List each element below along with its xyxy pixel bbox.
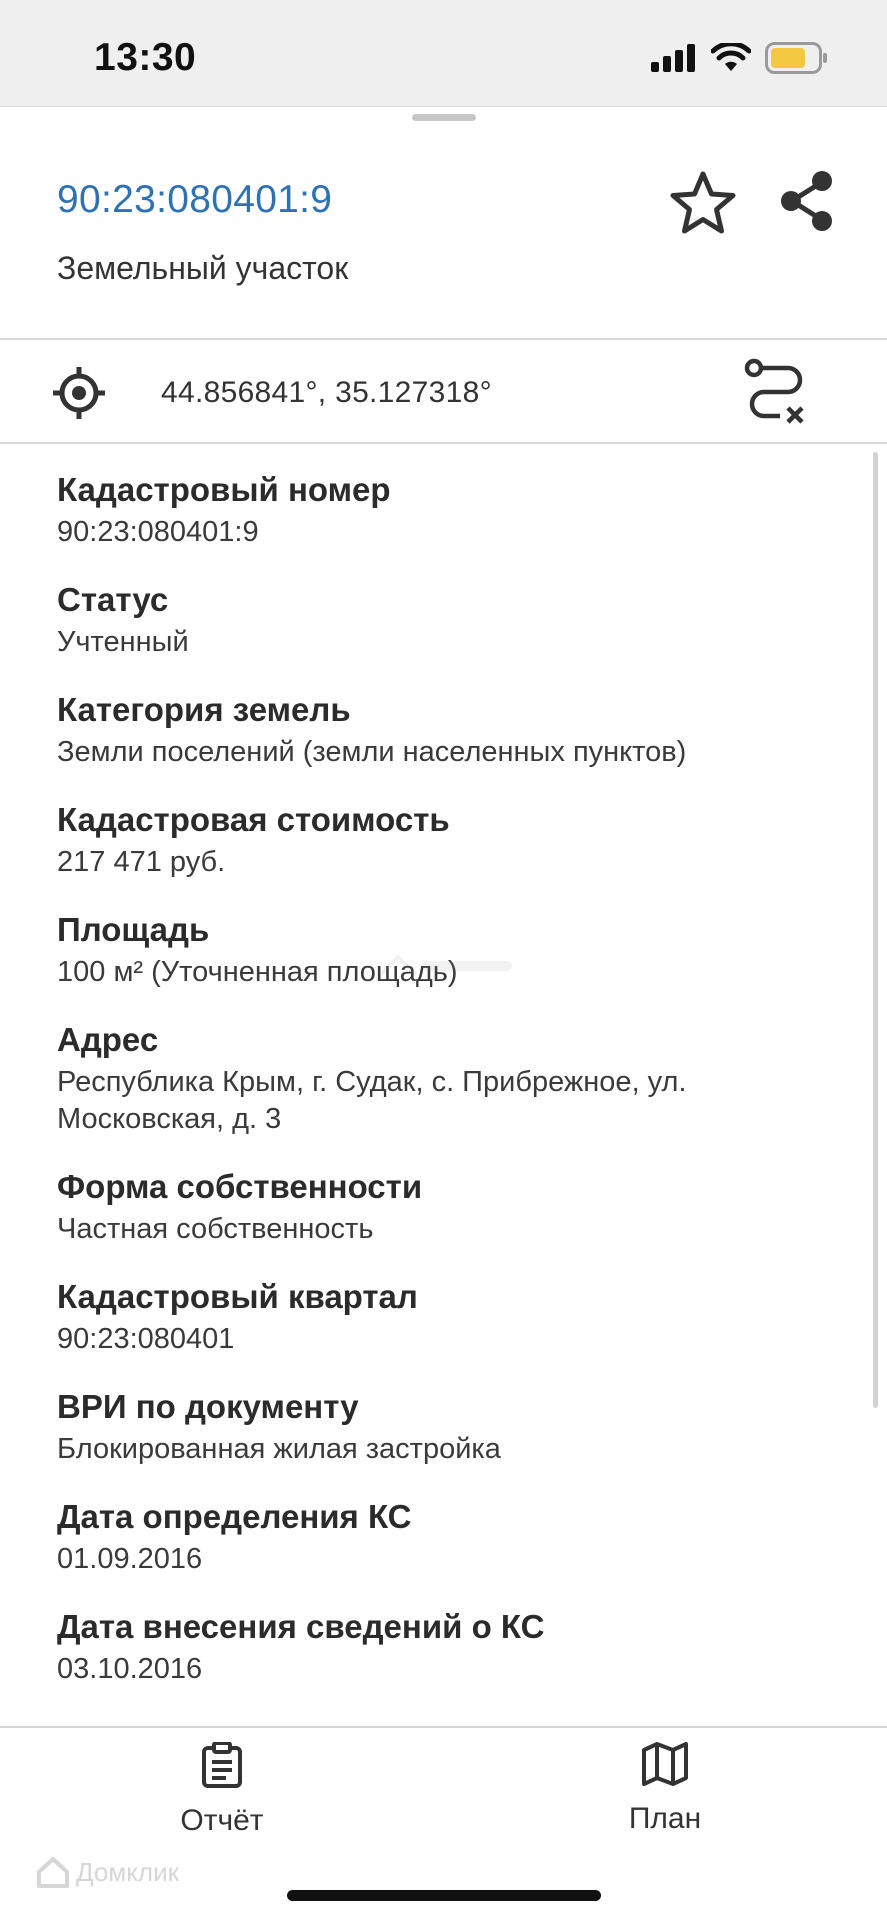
detail-label: Категория земель [57, 691, 351, 728]
sheet-drag-handle[interactable] [412, 114, 476, 121]
scrollbar[interactable] [873, 452, 878, 1408]
star-icon [668, 168, 738, 238]
house-icon [36, 1856, 70, 1888]
detail-value: 90:23:080401 [57, 1323, 235, 1355]
signal-icon [651, 44, 697, 72]
favorite-button[interactable] [668, 168, 738, 238]
detail-valuation-date [57, 1497, 837, 1578]
detail-label: Кадастровый номер [57, 471, 391, 508]
sheet-top-border [0, 106, 887, 107]
detail-valuation-entry-date [57, 1607, 837, 1688]
detail-cadastral-value [57, 800, 837, 881]
detail-value: Учтенный [57, 626, 189, 658]
details-list [57, 470, 837, 1717]
detail-value: 217 471 руб. [57, 846, 226, 878]
crosshair-icon [52, 366, 106, 420]
share-button[interactable] [776, 168, 838, 234]
home-indicator[interactable] [287, 1890, 601, 1901]
detail-cadastral-quarter [57, 1277, 837, 1358]
detail-label: Кадастровый квартал [57, 1278, 418, 1315]
status-bar [0, 0, 887, 106]
detail-value: 03.10.2016 [57, 1653, 203, 1685]
detail-label: Форма собственности [57, 1168, 423, 1205]
clock: 13:30 [94, 36, 197, 79]
bottom-nav-divider [0, 1726, 887, 1728]
brand-watermark-logo [280, 875, 606, 1045]
detail-value: Блокированная жилая застройка [57, 1433, 501, 1465]
detail-label: Статус [57, 581, 169, 618]
detail-label: Площадь [57, 911, 210, 948]
coordinates-text[interactable]: 44.856841°, 35.127318° [161, 376, 492, 409]
wifi-icon [711, 43, 751, 73]
detail-land-category [57, 690, 837, 771]
detail-value: Республика Крым, г. Судак, с. Прибрежное, ул. Московская, д. 3 [57, 1066, 687, 1135]
brand-name: Домклик [76, 1856, 179, 1887]
status-icons [651, 40, 829, 76]
detail-value: 100 м² (Уточненная площадь) [57, 956, 458, 988]
object-type: Земельный участок [57, 250, 349, 286]
detail-value: Земли поселений (земли населенных пунктов) [57, 736, 687, 768]
header-divider [0, 338, 887, 340]
detail-label: Дата внесения сведений о КС [57, 1608, 545, 1645]
report-tab[interactable] [122, 1742, 322, 1862]
share-icon [776, 168, 838, 234]
detail-value: Частная собственность [57, 1213, 374, 1245]
detail-cadastral-number [57, 470, 837, 551]
clipboard-icon [201, 1742, 243, 1788]
report-tab-label: Отчёт [180, 1804, 264, 1837]
detail-label: Дата определения КС [57, 1498, 412, 1535]
locate-button[interactable] [52, 366, 106, 420]
detail-permitted-use [57, 1387, 837, 1468]
detail-label: Кадастровая стоимость [57, 801, 450, 838]
map-icon [642, 1742, 688, 1786]
brand-logo [36, 1856, 179, 1888]
route-button[interactable] [744, 358, 808, 426]
plan-tab[interactable] [565, 1742, 765, 1862]
plan-tab-label: План [628, 1802, 702, 1835]
detail-value: 01.09.2016 [57, 1543, 203, 1575]
detail-label: ВРИ по документу [57, 1388, 359, 1425]
detail-label: Адрес [57, 1021, 159, 1058]
object-header [0, 124, 887, 339]
battery-icon [765, 42, 829, 74]
cadastral-number-title[interactable]: 90:23:080401:9 [57, 178, 333, 221]
route-icon [744, 358, 808, 426]
coordinates-divider [0, 442, 887, 444]
detail-status [57, 580, 837, 661]
detail-value: 90:23:080401:9 [57, 516, 259, 548]
detail-ownership-form [57, 1167, 837, 1248]
